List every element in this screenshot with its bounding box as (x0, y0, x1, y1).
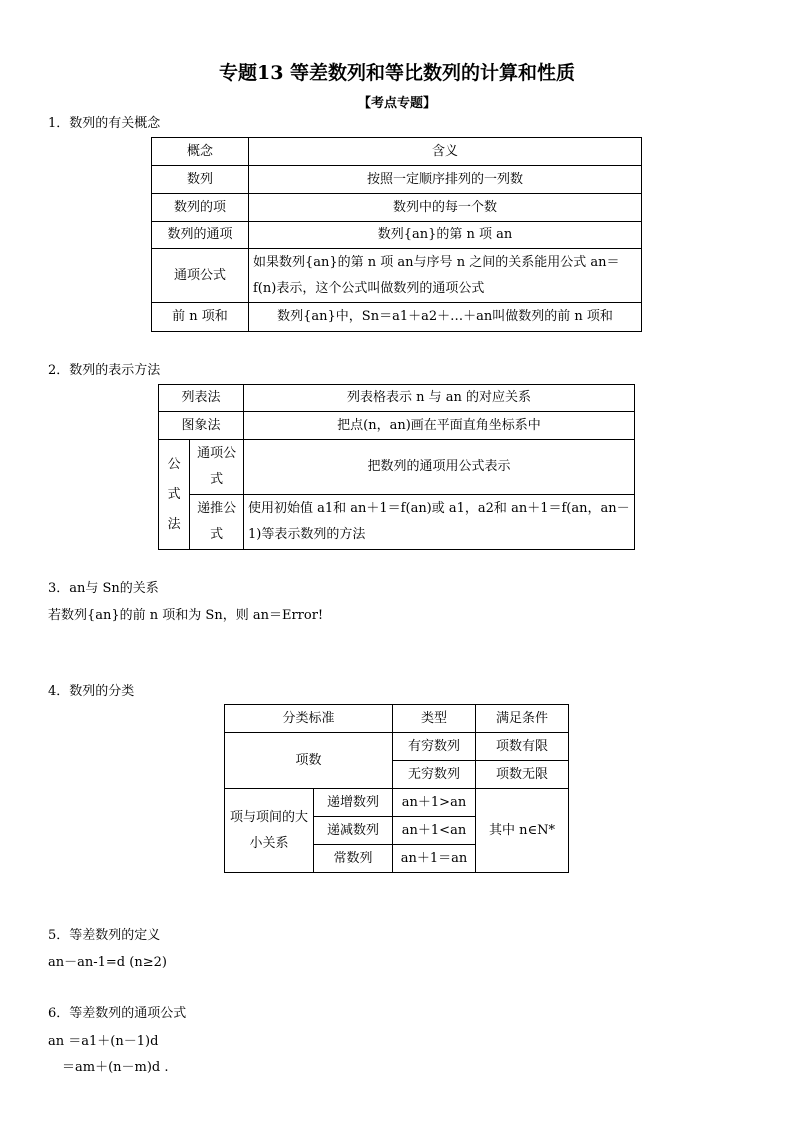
meaning-cell: 数列中的每一个数 (249, 194, 642, 222)
section-2-heading: 2．数列的表示方法 (48, 363, 161, 378)
concept-cell: 通项公式 (152, 249, 249, 303)
table-row (159, 440, 635, 495)
table-row (159, 495, 635, 550)
condition-cell: 项数有限 (476, 733, 569, 761)
meaning-cell: 如果数列{an}的第 n 项 an与序号 n 之间的关系能用公式 an＝f(n)表示，这个公式叫做数列的通项公式 (249, 249, 642, 303)
type-cell: an＋1<an (393, 817, 476, 845)
concept-cell: 数列的项 (152, 194, 249, 222)
description-cell: 列表格表示 n 与 an 的对应关系 (244, 385, 635, 412)
section-4-heading: 4．数列的分类 (48, 684, 135, 699)
classification-table (224, 704, 569, 873)
criterion-cell: 项数 (225, 733, 393, 789)
subtype-cell: 递减数列 (314, 817, 393, 845)
criterion-header: 分类标准 (225, 705, 393, 733)
type-cell: 无穷数列 (393, 761, 476, 789)
general-term-formula-2: ＝am＋(n－m)d . (62, 1060, 169, 1075)
an-sn-relation-text: 若数列{an}的前 n 项和为 Sn，则 an＝Error! (48, 608, 324, 623)
method-cell: 递推公式 (190, 495, 244, 550)
condition-cell: 项数无限 (476, 761, 569, 789)
condition-cell: 其中 n∈N* (476, 789, 569, 873)
table-row (152, 166, 642, 194)
table-row (152, 194, 642, 222)
concept-cell: 数列 (152, 166, 249, 194)
subtype-cell: 递增数列 (314, 789, 393, 817)
meaning-cell: 数列{an}中，Sn＝a1＋a2＋…＋an叫做数列的前 n 项和 (249, 303, 642, 332)
meaning-cell: 数列{an}的第 n 项 an (249, 222, 642, 249)
description-cell: 使用初始值 a1和 an＋1＝f(an)或 a1，a2和 an＋1＝f(an，an－1)等表示数列的方法 (244, 495, 635, 550)
page-title: 专题13 等差数列和等比数列的计算和性质 (218, 62, 576, 84)
table-row (225, 733, 569, 761)
table-row (225, 789, 569, 817)
type-cell: an＋1>an (393, 789, 476, 817)
section-3-heading: 3．an与 Sn的关系 (48, 581, 159, 596)
type-cell: 有穷数列 (393, 733, 476, 761)
concept-table (151, 137, 642, 332)
section-6-heading: 6．等差数列的通项公式 (48, 1006, 187, 1021)
criterion-cell: 项与项间的大小关系 (225, 789, 314, 873)
meaning-cell: 按照一定顺序排列的一列数 (249, 166, 642, 194)
type-header: 类型 (393, 705, 476, 733)
subtype-cell: 常数列 (314, 845, 393, 873)
description-cell: 把点(n，an)画在平面直角坐标系中 (244, 412, 635, 440)
arithmetic-definition-formula: an－an-1=d (n≥2) (48, 955, 167, 970)
section-1-heading: 1．数列的有关概念 (48, 116, 161, 131)
table-row (152, 303, 642, 332)
table-row (159, 385, 635, 412)
meaning-header: 含义 (249, 138, 642, 166)
condition-header: 满足条件 (476, 705, 569, 733)
formula-method-group: 公式法 (159, 440, 190, 550)
table-row (152, 222, 642, 249)
method-cell: 列表法 (159, 385, 244, 412)
description-cell: 把数列的通项用公式表示 (244, 440, 635, 495)
page-subtitle: 【考点专题】 (357, 96, 436, 111)
table-row (152, 249, 642, 303)
section-5-heading: 5．等差数列的定义 (48, 928, 161, 943)
concept-cell: 前 n 项和 (152, 303, 249, 332)
method-cell: 通项公式 (190, 440, 244, 495)
concept-cell: 数列的通项 (152, 222, 249, 249)
representation-table (158, 384, 635, 550)
concept-header: 概念 (152, 138, 249, 166)
general-term-formula-1: an ＝a1＋(n－1)d (48, 1034, 159, 1049)
type-cell: an＋1＝an (393, 845, 476, 873)
table-row (159, 412, 635, 440)
method-cell: 图象法 (159, 412, 244, 440)
